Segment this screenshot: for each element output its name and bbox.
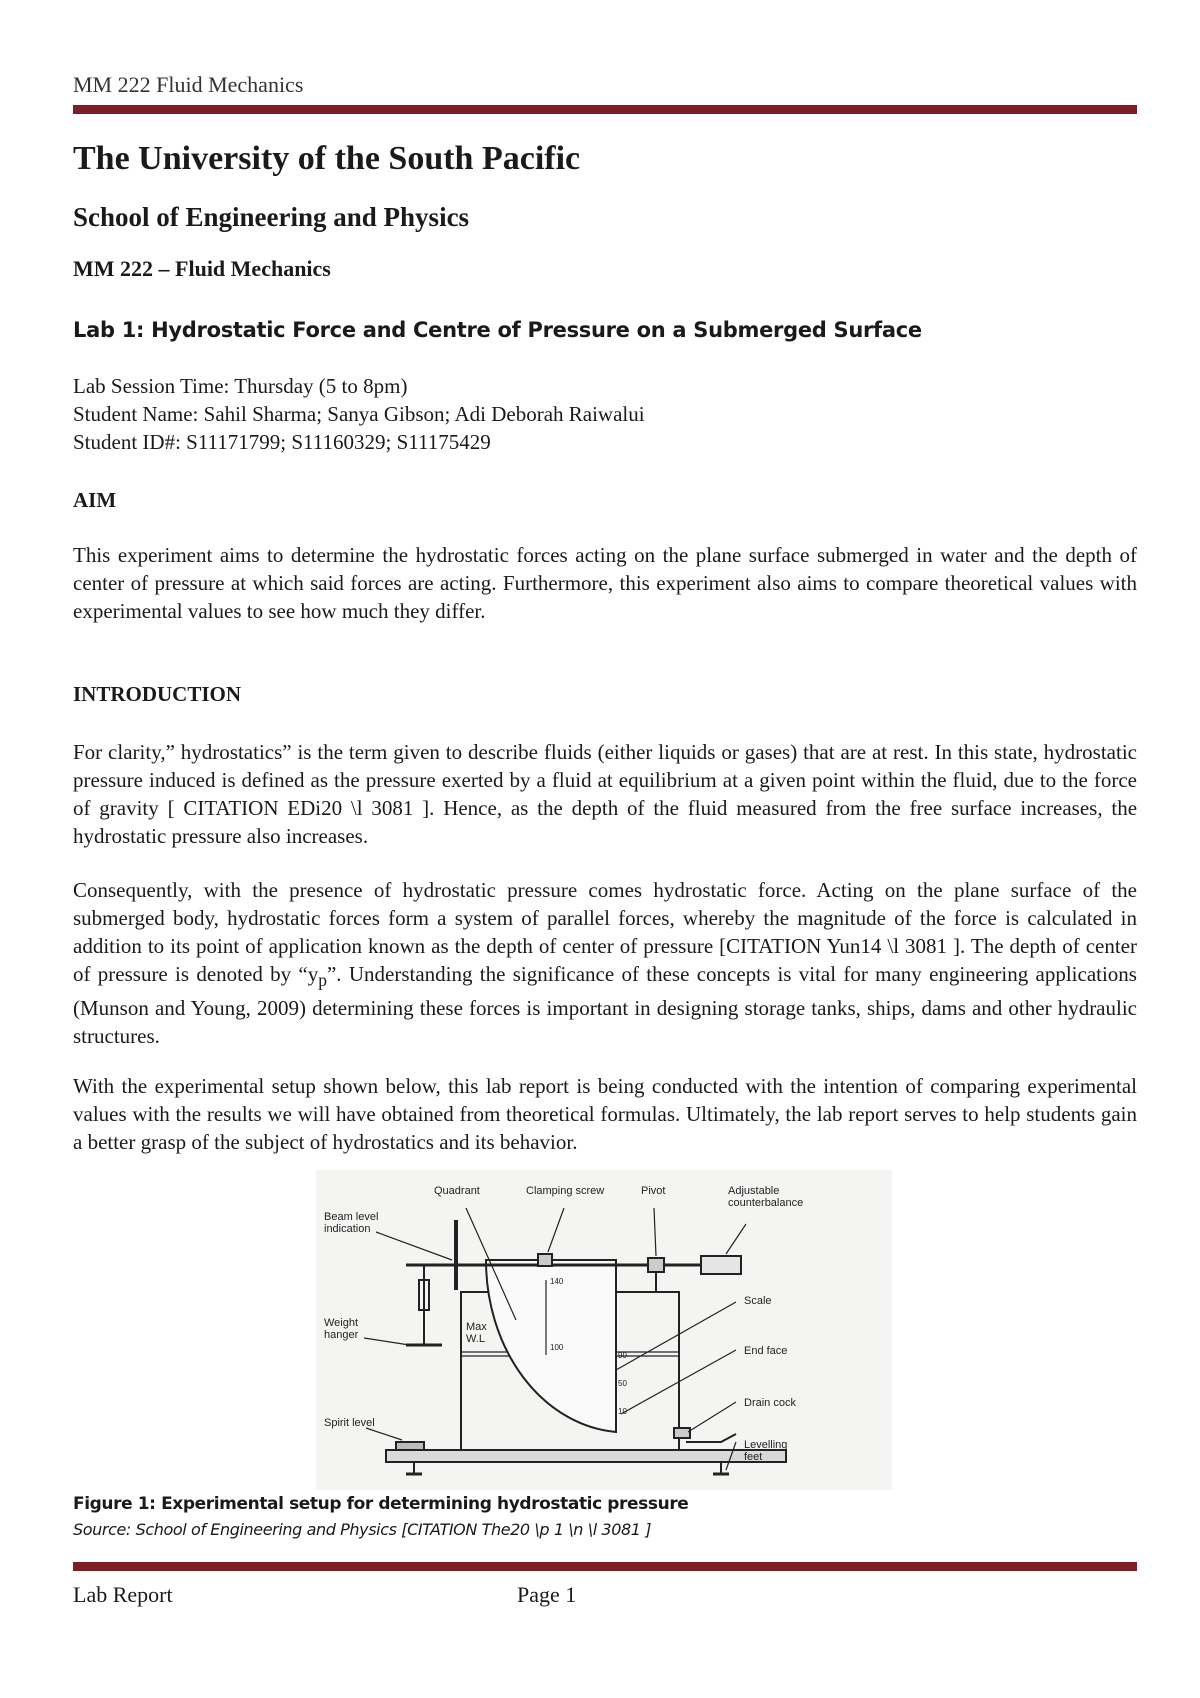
label-wl: W.L [466, 1333, 485, 1345]
intro-paragraph-2 [73, 876, 1137, 1050]
label-pivot: Pivot [641, 1185, 666, 1197]
page-number: Page 1 [517, 1582, 577, 1607]
label-max: Max [466, 1321, 487, 1333]
experimental-setup-diagram [316, 1170, 892, 1490]
figure-source: Source: School of Engineering and Physics [CITATION The20 \p 1 \n \l 3081 ] [73, 1520, 652, 1539]
student-names: Student Name: Sahil Sharma; Sanya Gibson; Adi Deborah Raiwalui [73, 402, 645, 426]
pivot-block [648, 1258, 664, 1272]
course-title: MM 222 – Fluid Mechanics [73, 256, 331, 281]
label-feet: feet [744, 1451, 763, 1463]
footer-rule [73, 1562, 1137, 1571]
label-drain-cock: Drain cock [744, 1397, 796, 1409]
label-levelling: Levelling [744, 1439, 788, 1451]
counterbalance [701, 1256, 741, 1274]
label-scale: Scale [744, 1295, 772, 1307]
label-hanger: hanger [324, 1329, 359, 1341]
tick-10: 10 [618, 1407, 627, 1416]
intro-p2-text-a: Consequently, with the presence of hydrostatic pressure comes hydrostatic force. Acting on the plane surface of the submerged body, hydrostatic forces form a system of parallel forces, whereby the magnitude of the force is calculated in addition to its point of application known as the depth of center of pressure [73, 878, 1137, 958]
running-header: MM 222 Fluid Mechanics [73, 72, 304, 97]
aim-paragraph: This experiment aims to determine the hydrostatic forces acting on the plane surface submerged in water and the depth of center of pressure at which said forces are acting. Furthermore, this experiment also aims to compare theoretical values with experimental values to see how much they differ. [73, 543, 1137, 623]
label-indication: indication [324, 1223, 371, 1235]
introduction-heading: INTRODUCTION [73, 682, 242, 706]
school-title: School of Engineering and Physics [73, 202, 470, 232]
label-spirit-level: Spirit level [324, 1417, 375, 1429]
label-end-face: End face [744, 1345, 788, 1357]
drain-cock [674, 1428, 690, 1438]
base-plate [386, 1450, 786, 1462]
label-clamping-screw: Clamping screw [526, 1185, 605, 1197]
header-rule [73, 105, 1137, 114]
spirit-level [396, 1442, 424, 1450]
label-adjustable: Adjustable [728, 1185, 780, 1197]
tick-50: 50 [618, 1379, 627, 1388]
figure-caption: Figure 1: Experimental setup for determining hydrostatic pressure [73, 1494, 689, 1514]
tick-140: 140 [550, 1277, 564, 1286]
clamping-screw [538, 1254, 552, 1266]
subscript-p: p [318, 970, 327, 991]
intro-p2-text-c: ”. Understanding the significance of these concepts is vital for many engineering applications (Munson and Young, 2009) determining these forces is important in designing storage tanks, ships, dams and other hydraulic structures. [73, 962, 1137, 1049]
tick-100: 100 [550, 1343, 564, 1352]
intro-paragraph-3: With the experimental setup shown below, this lab report is being conducted with the intention of comparing experimental values with the results we will have obtained from theoretical formulas. Ultimately, the lab report serves to help students gain a better grasp of the subject of hydrostatics and its behavior. [73, 1074, 1137, 1154]
label-quadrant: Quadrant [434, 1185, 480, 1197]
citation-yun14: [CITATION Yun14 \l 3081 ] [719, 934, 961, 958]
intro-paragraph-1 [73, 738, 1137, 850]
intro-p1-text-b: . Hence, as the depth of the fluid measured from the free surface increases, the hydrostatic pressure also increases. [73, 796, 1138, 848]
citation-edi20: [ CITATION EDi20 \l 3081 ] [167, 796, 430, 820]
lab-session-time: Lab Session Time: Thursday (5 to 8pm) [73, 374, 408, 398]
intro-p1-text-a: For clarity,” hydrostatics” is the term given to describe fluids (either liquids or gases) that are at rest. In this state, hydrostatic pressure induced is defined as the pressure exerted by a fluid at equilibrium at a given point within the fluid, due to the force of gravity [73, 740, 1137, 820]
university-title: The University of the South Pacific [73, 140, 581, 177]
student-info [73, 372, 645, 456]
label-beam-level: Beam level [324, 1211, 379, 1223]
footer-label: Lab Report [73, 1582, 173, 1607]
aim-heading: AIM [73, 488, 117, 512]
tick-90: 90 [618, 1351, 627, 1360]
label-counterbalance: counterbalance [728, 1197, 804, 1209]
intro-p2-text-b: . The depth of center of pressure is denoted by “y [73, 934, 1137, 986]
student-ids: Student ID#: S11171799; S11160329; S11175429 [73, 430, 491, 454]
label-weight: Weight [324, 1317, 359, 1329]
lab-title: Lab 1: Hydrostatic Force and Centre of Pressure on a Submerged Surface [73, 318, 922, 342]
